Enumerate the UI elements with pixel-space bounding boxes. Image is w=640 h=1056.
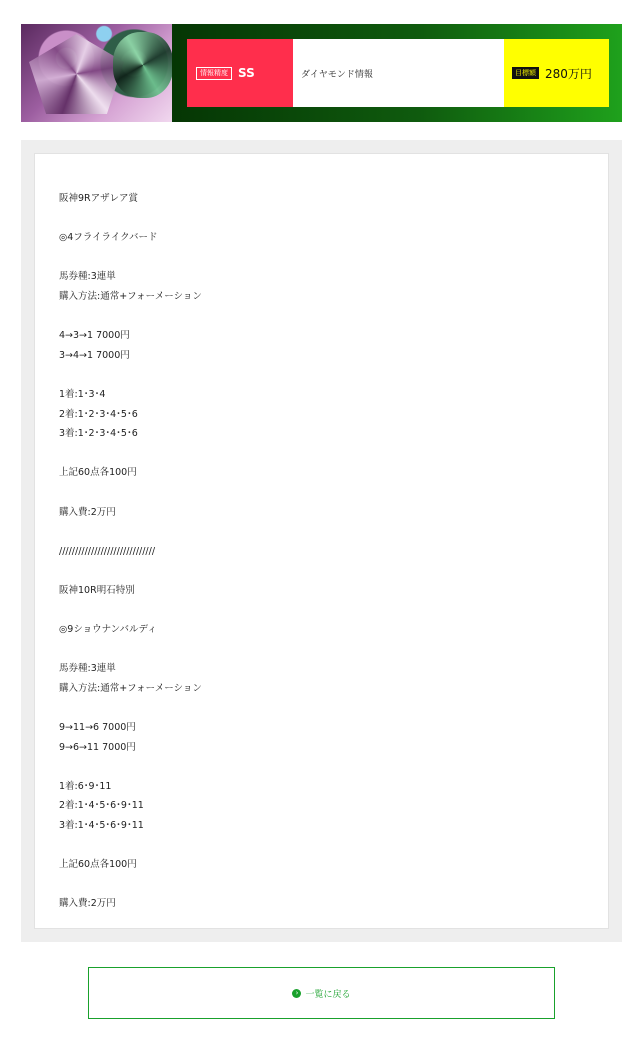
- content-lines: [59, 189, 608, 914]
- content-line: 3着:1･4･5･6･9･11: [59, 820, 144, 831]
- blank-line: [59, 698, 608, 718]
- content-line: 9→6→11 7000円: [59, 741, 136, 753]
- content-line: 阪神9Rアザレア賞: [59, 193, 138, 204]
- accuracy-badge: 情報精度: [196, 67, 232, 80]
- blank-line: [59, 522, 608, 542]
- content-line: 2着:1･2･3･4･5･6: [59, 408, 138, 420]
- blank-line: [59, 836, 608, 856]
- blank-line: [59, 600, 608, 620]
- blank-line: [59, 307, 608, 327]
- content-line: 3→4→1 7000円: [59, 349, 130, 361]
- content-line: ◎4フライライクバード: [59, 232, 158, 244]
- blank-line: [59, 444, 608, 464]
- target-amount: 280万円: [545, 66, 592, 81]
- blank-line: [59, 248, 608, 268]
- info-banner: [172, 24, 622, 122]
- content-line: 9→11→6 7000円: [59, 722, 136, 734]
- blank-line: [59, 640, 608, 660]
- content-line: 購入方法:通常+フォーメーション: [59, 682, 202, 694]
- grade-value: SS: [238, 66, 255, 80]
- content-card: [34, 153, 609, 929]
- content-line: 馬券種:3連単: [59, 271, 116, 283]
- content-line: 1着:6･9･11: [59, 780, 112, 792]
- target-segment: [504, 39, 609, 107]
- blank-line: [59, 365, 608, 385]
- target-badge: 目標額: [512, 67, 539, 79]
- circle-chevron-right-icon: ›: [292, 989, 301, 998]
- content-line: 購入費:2万円: [59, 898, 116, 910]
- content-line: 4→3→1 7000円: [59, 330, 130, 342]
- banner-inner: [187, 39, 609, 107]
- content-line: 購入費:2万円: [59, 506, 116, 518]
- content-line: 阪神10R明石特別: [59, 584, 135, 596]
- blank-line: [59, 875, 608, 895]
- content-line: ◎9ショウナンバルディ: [59, 624, 157, 636]
- content-line: 3着:1･2･3･4･5･6: [59, 428, 138, 440]
- diamond-thumbnail-image: [21, 24, 172, 122]
- blank-line: [59, 209, 608, 229]
- blank-line: [59, 483, 608, 503]
- content-line: 1着:1･3･4: [59, 388, 106, 400]
- accuracy-segment: [187, 39, 293, 107]
- pink-gem-shape: [29, 34, 124, 114]
- info-name-segment: [293, 39, 504, 107]
- content-line: 馬券種:3連単: [59, 663, 116, 675]
- content-line: 購入方法:通常+フォーメーション: [59, 290, 202, 302]
- back-to-list-label: 一覧に戻る: [305, 989, 351, 1000]
- green-gem-shape: [113, 32, 172, 98]
- blank-line: [59, 757, 608, 777]
- blank-line: [59, 561, 608, 581]
- content-line: 2着:1･4･5･6･9･11: [59, 800, 144, 812]
- content-panel: [21, 140, 622, 942]
- back-to-list-button[interactable]: [88, 967, 555, 1019]
- content-line: 上記60点各100円: [59, 467, 137, 479]
- info-header: [21, 24, 622, 122]
- info-name: ダイヤモンド情報: [301, 69, 373, 80]
- content-line: //////////////////////////////: [59, 545, 156, 557]
- content-line: 上記60点各100円: [59, 859, 137, 871]
